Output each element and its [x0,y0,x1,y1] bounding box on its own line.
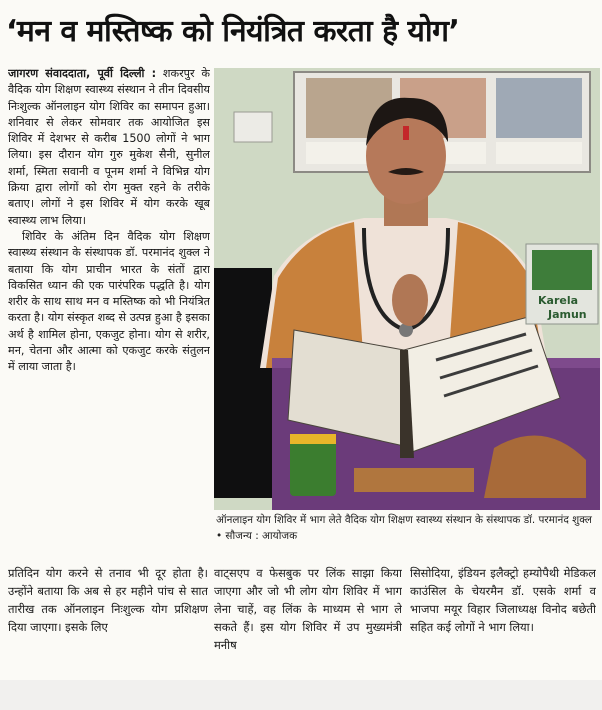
box-label-2: Jamun [548,308,587,321]
article-bottom-column-1 [8,564,208,660]
bottom-column-1-text: प्रतिदिन योग करने से तनाव भी दूर होता है। उन्होंने बताया कि अब से हर महीने पांच से सात तारीख तक ऑनलाइन निःशुल्क योग प्रशिक्षण दिया जाएगा। इसके लिए [8,566,208,634]
photo-illustration [214,68,600,510]
dateline: जागरण संवाददाता, पूर्वी दिल्ली : [8,67,157,80]
photo-caption: ऑनलाइन योग शिविर में भाग लेते वैदिक योग शिक्षण स्वास्थ्य संस्थान के संस्थापक डॉ. परमानंद शुक्ल • सौजन्य : आयोजक [216,514,592,542]
paragraph-1-text: शकरपुर के वैदिक योग शिक्षण स्वास्थ्य संस्थान ने तीन दिवसीय निःशुल्क ऑनलाइन योग शिविर का समापन हुआ। शनिवार से लेकर सोमवार तक आयोजित इस शिविर में देशभर से करीब 1500 लोगों ने भाग लिया। इस दौरान योग गुरु मुकेश सैनी, सुनील शर्मा, स्मिता सवानी व पूनम शर्मा ने विभिन्न योग क्रिया द्वारा लोगों को रोग मुक्त रहने के तरीके बताए। लोगों ने इस शिविर में योग करके खूब स्वास्थ्य लाभ लिया। [8,67,210,227]
box-label-1: Karela [538,294,579,307]
article-column-left [8,66,210,558]
page-bottom-margin [0,680,602,710]
article-bottom-column-2 [214,564,402,660]
article-paragraph-2: शिविर के अंतिम दिन वैदिक योग शिक्षण स्वास्थ्य संस्थान के संस्थापक डॉ. परमानंद शुक्ल ने बताया कि योग प्राचीन भारत के संतों द्वारा विकसित ध्यान की एक पारंपरिक पद्धति है। योग शरीर के साथ साथ मन व मस्तिष्क को भी नियंत्रित करता है। योग संस्कृत शब्द से उत्पन्न हुआ है इसका अर्थ है शामिल होना, एकजुट होना। योग से शरीर, मन, चेतना और आत्मा को एकजुट करके संतुलन में लाया जाता है। [8,229,210,374]
bottom-column-2-text: वाट्सएप व फेसबुक पर लिंक साझा किया जाएगा और जो भी लोग योग शिविर में भाग लेना चाहें, वह लिंक के माध्यम से भाग ले सकते हैं। इस योग शिविर में उप मुख्यमंत्री मनीष [214,566,402,652]
headline: ‘मन व मस्तिष्क को नियंत्रित करता है योग’ [6,14,460,49]
news-photo [214,68,600,510]
article-paragraph-1 [8,66,210,229]
article-bottom-column-3 [410,564,596,660]
bottom-column-3-text: सिसोदिया, इंडियन इलैक्ट्रो हम्योपैथी मेडिकल काउंसिल के चेयरमैन डॉ. एसके शर्मा व भाजपा मयूर विहार जिलाध्यक्ष विनोद बछेती सहित कई लोगों ने भाग लिया। [410,566,596,634]
